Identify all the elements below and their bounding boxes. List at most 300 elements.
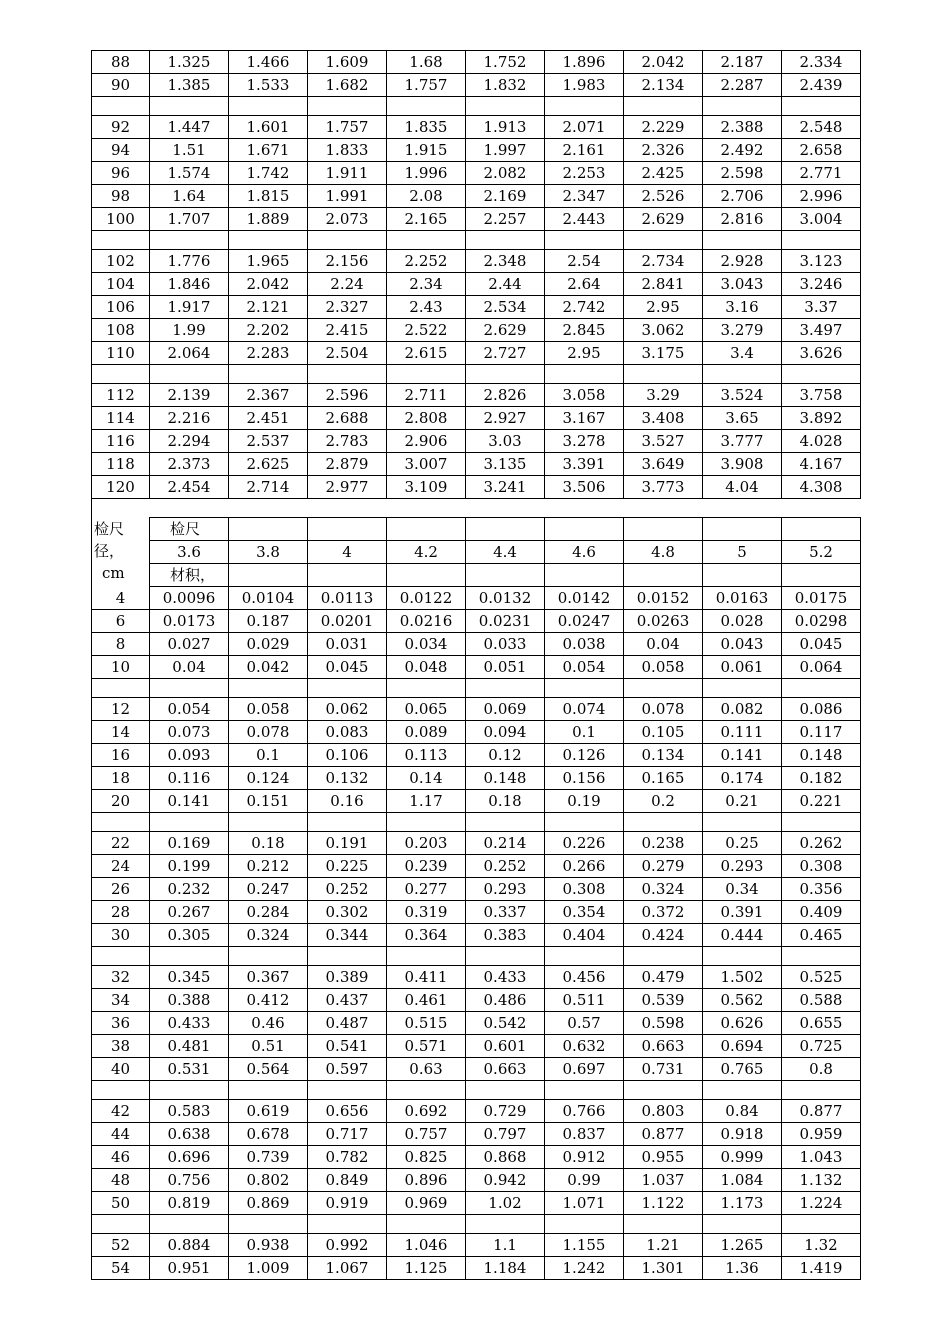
volume-cell: 0.058 (624, 656, 703, 679)
spacer-cell (545, 813, 624, 832)
volume-cell: 0.04 (150, 656, 229, 679)
volume-cell: 0.054 (545, 656, 624, 679)
volume-cell: 2.996 (782, 185, 861, 208)
spacer-row (92, 1215, 861, 1234)
diameter-cell: 22 (92, 832, 150, 855)
volume-cell: 1.122 (624, 1192, 703, 1215)
volume-cell: 0.849 (308, 1169, 387, 1192)
volume-cell: 0.124 (229, 767, 308, 790)
volume-cell: 0.729 (466, 1100, 545, 1123)
volume-cell: 3.29 (624, 384, 703, 407)
volume-cell: 1.419 (782, 1257, 861, 1280)
volume-cell: 0.203 (387, 832, 466, 855)
volume-cell: 2.688 (308, 407, 387, 430)
volume-cell: 0.266 (545, 855, 624, 878)
volume-cell: 0.0231 (466, 610, 545, 633)
volume-cell: 0.16 (308, 790, 387, 813)
volume-cell: 1.224 (782, 1192, 861, 1215)
volume-cell: 1.009 (229, 1257, 308, 1280)
volume-cell: 1.671 (229, 139, 308, 162)
volume-cell: 3.03 (466, 430, 545, 453)
volume-cell: 3.241 (466, 476, 545, 499)
diameter-cell: 104 (92, 273, 150, 296)
table-row (92, 656, 861, 679)
volume-cell: 0.632 (545, 1035, 624, 1058)
volume-cell: 1.51 (150, 139, 229, 162)
diameter-cell: 96 (92, 162, 150, 185)
spacer-cell (782, 499, 861, 518)
volume-cell: 0.21 (703, 790, 782, 813)
volume-cell: 2.706 (703, 185, 782, 208)
diameter-cell: 28 (92, 901, 150, 924)
volume-cell: 0.0247 (545, 610, 624, 633)
diameter-cell: 38 (92, 1035, 150, 1058)
volume-cell: 3.167 (545, 407, 624, 430)
table-row (92, 162, 861, 185)
volume-cell: 2.727 (466, 342, 545, 365)
diameter-cell: 50 (92, 1192, 150, 1215)
table-row (92, 855, 861, 878)
spacer-cell (308, 1081, 387, 1100)
table-row (92, 296, 861, 319)
volume-cell: 0.045 (308, 656, 387, 679)
volume-cell: 2.928 (703, 250, 782, 273)
volume-cell: 0.411 (387, 966, 466, 989)
volume-cell: 0.433 (150, 1012, 229, 1035)
volume-cell: 2.08 (387, 185, 466, 208)
volume-cell: 0.165 (624, 767, 703, 790)
volume-cell: 0.126 (545, 744, 624, 767)
spacer-cell (782, 813, 861, 832)
spacer-row (92, 813, 861, 832)
spacer-cell (92, 231, 150, 250)
volume-cell: 2.451 (229, 407, 308, 430)
volume-cell: 0.717 (308, 1123, 387, 1146)
diameter-cell: 10 (92, 656, 150, 679)
volume-cell: 0.678 (229, 1123, 308, 1146)
volume-cell: 2.134 (624, 74, 703, 97)
table-row (92, 1012, 861, 1035)
header-row-3 (92, 564, 861, 587)
volume-cell: 0.803 (624, 1100, 703, 1123)
volume-cell: 1.125 (387, 1257, 466, 1280)
volume-cell: 1.815 (229, 185, 308, 208)
volume-cell: 2.161 (545, 139, 624, 162)
volume-cell: 3.16 (703, 296, 782, 319)
volume-cell: 2.187 (703, 51, 782, 74)
volume-cell: 0.029 (229, 633, 308, 656)
volume-cell: 0.626 (703, 1012, 782, 1035)
length-header-cell: 3.8 (229, 541, 308, 564)
diameter-cell: 108 (92, 319, 150, 342)
volume-cell: 3.408 (624, 407, 703, 430)
volume-cell: 0.308 (545, 878, 624, 901)
volume-cell: 0.383 (466, 924, 545, 947)
diameter-cell: 12 (92, 698, 150, 721)
volume-cell: 0.252 (466, 855, 545, 878)
volume-cell: 3.65 (703, 407, 782, 430)
diameter-header-line-1: 检尺 (94, 519, 125, 538)
volume-cell: 1.64 (150, 185, 229, 208)
volume-cell: 0.542 (466, 1012, 545, 1035)
volume-cell: 0.25 (703, 832, 782, 855)
spacer-cell (466, 1215, 545, 1234)
spacer-cell (782, 1081, 861, 1100)
volume-cell: 3.527 (624, 430, 703, 453)
volume-cell: 0.151 (229, 790, 308, 813)
diameter-cell: 98 (92, 185, 150, 208)
volume-cell: 0.541 (308, 1035, 387, 1058)
spacer-cell (229, 947, 308, 966)
volume-cell: 0.083 (308, 721, 387, 744)
volume-cell: 0.0298 (782, 610, 861, 633)
table-row (92, 139, 861, 162)
diameter-cell: 18 (92, 767, 150, 790)
volume-cell: 0.588 (782, 989, 861, 1012)
volume-cell: 0.042 (229, 656, 308, 679)
volume-cell: 1.911 (308, 162, 387, 185)
volume-cell: 0.663 (466, 1058, 545, 1081)
volume-cell: 0.106 (308, 744, 387, 767)
volume-cell: 2.425 (624, 162, 703, 185)
spacer-cell (387, 231, 466, 250)
spacer-cell (624, 947, 703, 966)
table-row (92, 698, 861, 721)
volume-cell: 0.1 (545, 721, 624, 744)
volume-cell: 1.965 (229, 250, 308, 273)
volume-cell: 3.135 (466, 453, 545, 476)
volume-cell: 0.214 (466, 832, 545, 855)
table-row (92, 633, 861, 656)
volume-cell: 2.388 (703, 116, 782, 139)
volume-cell: 1.752 (466, 51, 545, 74)
volume-cell: 0.409 (782, 901, 861, 924)
volume-cell: 3.175 (624, 342, 703, 365)
volume-cell: 0.725 (782, 1035, 861, 1058)
diameter-cell: 116 (92, 430, 150, 453)
spacer-cell (229, 813, 308, 832)
table-row (92, 116, 861, 139)
spacer-cell (308, 679, 387, 698)
volume-cell: 0.054 (150, 698, 229, 721)
spacer-cell (466, 679, 545, 698)
diameter-cell: 92 (92, 116, 150, 139)
spacer-cell (782, 947, 861, 966)
diameter-cell: 14 (92, 721, 150, 744)
diameter-cell: 8 (92, 633, 150, 656)
volume-cell: 1.265 (703, 1234, 782, 1257)
spacer-cell (150, 947, 229, 966)
volume-cell: 0.912 (545, 1146, 624, 1169)
volume-cell: 1.447 (150, 116, 229, 139)
volume-cell: 1.996 (387, 162, 466, 185)
volume-cell: 0.992 (308, 1234, 387, 1257)
volume-cell: 3.777 (703, 430, 782, 453)
volume-cell: 2.121 (229, 296, 308, 319)
volume-cell: 0.825 (387, 1146, 466, 1169)
volume-cell: 1.776 (150, 250, 229, 273)
volume-cell: 0.1 (229, 744, 308, 767)
volume-cell: 0.319 (387, 901, 466, 924)
volume-cell: 2.927 (466, 407, 545, 430)
volume-cell: 2.229 (624, 116, 703, 139)
table-row (92, 407, 861, 430)
volume-cell: 0.739 (229, 1146, 308, 1169)
volume-cell: 0.061 (703, 656, 782, 679)
table-row (92, 587, 861, 610)
table-row (92, 767, 861, 790)
volume-cell: 0.324 (229, 924, 308, 947)
volume-cell: 0.078 (229, 721, 308, 744)
table-row (92, 832, 861, 855)
spacer-cell (229, 365, 308, 384)
volume-cell: 0.156 (545, 767, 624, 790)
volume-cell: 0.19 (545, 790, 624, 813)
volume-cell: 2.347 (545, 185, 624, 208)
volume-cell: 0.389 (308, 966, 387, 989)
spacer-cell (782, 231, 861, 250)
volume-cell: 0.337 (466, 901, 545, 924)
volume-cell: 0.487 (308, 1012, 387, 1035)
volume-cell: 0.0216 (387, 610, 466, 633)
volume-cell: 1.846 (150, 273, 229, 296)
spacer-cell (782, 97, 861, 116)
volume-cell: 0.372 (624, 901, 703, 924)
volume-cell: 2.977 (308, 476, 387, 499)
volume-cell: 0.293 (703, 855, 782, 878)
volume-cell: 0.837 (545, 1123, 624, 1146)
spacer-cell (703, 231, 782, 250)
volume-cell: 0.191 (308, 832, 387, 855)
header-lengths-row (92, 541, 861, 564)
volume-cell: 1.184 (466, 1257, 545, 1280)
volume-cell: 0.148 (782, 744, 861, 767)
volume-cell: 0.766 (545, 1100, 624, 1123)
volume-cell: 0.086 (782, 698, 861, 721)
spacer-cell (150, 499, 229, 518)
spacer-row (92, 1081, 861, 1100)
spacer-cell (387, 947, 466, 966)
volume-cell: 3.109 (387, 476, 466, 499)
volume-cell: 0.896 (387, 1169, 466, 1192)
volume-cell: 0.884 (150, 1234, 229, 1257)
volume-cell: 2.808 (387, 407, 466, 430)
volume-cell: 0.562 (703, 989, 782, 1012)
diameter-cell: 90 (92, 74, 150, 97)
volume-cell: 0.082 (703, 698, 782, 721)
diameter-header-line-2: 径， (94, 541, 125, 560)
table-row (92, 1100, 861, 1123)
table-row (92, 989, 861, 1012)
volume-cell: 0.293 (466, 878, 545, 901)
diameter-header-cell (92, 518, 150, 587)
spacer-cell (387, 499, 466, 518)
volume-cell: 0.0142 (545, 587, 624, 610)
volume-cell: 2.783 (308, 430, 387, 453)
diameter-cell: 102 (92, 250, 150, 273)
spacer-cell (703, 365, 782, 384)
volume-cell: 1.997 (466, 139, 545, 162)
volume-cell: 2.95 (545, 342, 624, 365)
spacer-cell (150, 813, 229, 832)
spacer-cell (466, 231, 545, 250)
spacer-cell (92, 679, 150, 698)
volume-cell: 0.456 (545, 966, 624, 989)
volume-cell: 0.0263 (624, 610, 703, 633)
volume-cell: 3.043 (703, 273, 782, 296)
volume-cell: 0.284 (229, 901, 308, 924)
volume-cell: 2.598 (703, 162, 782, 185)
volume-cell: 0.697 (545, 1058, 624, 1081)
spacer-cell (624, 813, 703, 832)
volume-cell: 2.841 (624, 273, 703, 296)
spacer-cell (624, 679, 703, 698)
volume-cell: 1.99 (150, 319, 229, 342)
spacer-cell (624, 97, 703, 116)
table-row (92, 878, 861, 901)
diameter-header-line-3: cm (102, 563, 125, 582)
volume-cell: 0.433 (466, 966, 545, 989)
volume-cell: 0.14 (387, 767, 466, 790)
volume-cell: 0.277 (387, 878, 466, 901)
header-row-1 (92, 518, 861, 541)
volume-cell: 2.95 (624, 296, 703, 319)
volume-cell: 0.638 (150, 1123, 229, 1146)
table-row (92, 924, 861, 947)
volume-cell: 0.0122 (387, 587, 466, 610)
volume-cell: 2.415 (308, 319, 387, 342)
volume-cell: 2.156 (308, 250, 387, 273)
volume-cell: 0.868 (466, 1146, 545, 1169)
length-header-cell: 5.2 (782, 541, 861, 564)
volume-cell: 2.906 (387, 430, 466, 453)
volume-cell: 2.711 (387, 384, 466, 407)
spacer-cell (466, 813, 545, 832)
volume-cell: 0.0163 (703, 587, 782, 610)
volume-cell: 0.938 (229, 1234, 308, 1257)
volume-cell: 0.919 (308, 1192, 387, 1215)
volume-cell: 2.629 (624, 208, 703, 231)
diameter-cell: 16 (92, 744, 150, 767)
volume-cell: 2.504 (308, 342, 387, 365)
diameter-cell: 52 (92, 1234, 150, 1257)
volume-cell: 2.43 (387, 296, 466, 319)
diameter-cell: 54 (92, 1257, 150, 1280)
volume-cell: 1.084 (703, 1169, 782, 1192)
spacer-cell (466, 365, 545, 384)
volume-cell: 0.583 (150, 1100, 229, 1123)
volume-cell: 4.308 (782, 476, 861, 499)
table-row (92, 1257, 861, 1280)
table-row (92, 790, 861, 813)
volume-cell: 2.879 (308, 453, 387, 476)
spacer-cell (308, 365, 387, 384)
diameter-cell: 48 (92, 1169, 150, 1192)
diameter-cell: 34 (92, 989, 150, 1012)
volume-cell: 0.0104 (229, 587, 308, 610)
volume-cell: 0.46 (229, 1012, 308, 1035)
volume-cell: 0.367 (229, 966, 308, 989)
spacer-cell (308, 97, 387, 116)
volume-cell: 3.007 (387, 453, 466, 476)
volume-cell: 0.038 (545, 633, 624, 656)
volume-cell: 0.12 (466, 744, 545, 767)
spacer-cell (308, 231, 387, 250)
spacer-cell (229, 499, 308, 518)
volume-cell: 0.238 (624, 832, 703, 855)
volume-cell: 2.454 (150, 476, 229, 499)
volume-cell: 1.835 (387, 116, 466, 139)
volume-cell: 0.048 (387, 656, 466, 679)
diameter-cell: 114 (92, 407, 150, 430)
volume-cell: 0.437 (308, 989, 387, 1012)
table-row (92, 1123, 861, 1146)
volume-cell: 2.24 (308, 273, 387, 296)
volume-cell: 0.116 (150, 767, 229, 790)
spacer-cell (545, 1081, 624, 1100)
spacer-cell (92, 1081, 150, 1100)
volume-cell: 0.663 (624, 1035, 703, 1058)
volume-cell: 2.082 (466, 162, 545, 185)
volume-cell: 3.123 (782, 250, 861, 273)
volume-cell: 0.132 (308, 767, 387, 790)
volume-cell: 0.113 (387, 744, 466, 767)
volume-cell: 0.511 (545, 989, 624, 1012)
volume-cell: 3.279 (703, 319, 782, 342)
volume-cell: 0.412 (229, 989, 308, 1012)
volume-cell: 0.765 (703, 1058, 782, 1081)
volume-cell: 0.84 (703, 1100, 782, 1123)
diameter-cell: 32 (92, 966, 150, 989)
volume-cell: 0.094 (466, 721, 545, 744)
volume-cell: 3.497 (782, 319, 861, 342)
spacer-cell (387, 1081, 466, 1100)
volume-cell: 2.816 (703, 208, 782, 231)
volume-cell: 2.64 (545, 273, 624, 296)
volume-cell: 0.267 (150, 901, 229, 924)
volume-cell: 0.955 (624, 1146, 703, 1169)
volume-cell: 0.564 (229, 1058, 308, 1081)
volume-cell: 0.731 (624, 1058, 703, 1081)
volume-cell: 3.062 (624, 319, 703, 342)
volume-cell: 3.004 (782, 208, 861, 231)
spacer-cell (545, 97, 624, 116)
volume-cell: 0.756 (150, 1169, 229, 1192)
table-row (92, 476, 861, 499)
diameter-cell: 110 (92, 342, 150, 365)
volume-cell: 0.064 (782, 656, 861, 679)
volume-cell: 0.539 (624, 989, 703, 1012)
diameter-cell: 24 (92, 855, 150, 878)
volume-cell: 0.324 (624, 878, 703, 901)
spacer-cell (624, 1081, 703, 1100)
volume-cell: 0.877 (624, 1123, 703, 1146)
volume-cell: 1.601 (229, 116, 308, 139)
volume-cell: 0.069 (466, 698, 545, 721)
spacer-cell (703, 679, 782, 698)
spacer-cell (229, 231, 308, 250)
spacer-cell (466, 97, 545, 116)
spacer-row (92, 97, 861, 116)
volume-cell: 0.461 (387, 989, 466, 1012)
volume-cell: 0.388 (150, 989, 229, 1012)
volume-cell: 1.02 (466, 1192, 545, 1215)
length-header-cell: 4.4 (466, 541, 545, 564)
spacer-cell (150, 1081, 229, 1100)
diameter-cell: 88 (92, 51, 150, 74)
spacer-cell (466, 1081, 545, 1100)
volume-cell: 0.354 (545, 901, 624, 924)
